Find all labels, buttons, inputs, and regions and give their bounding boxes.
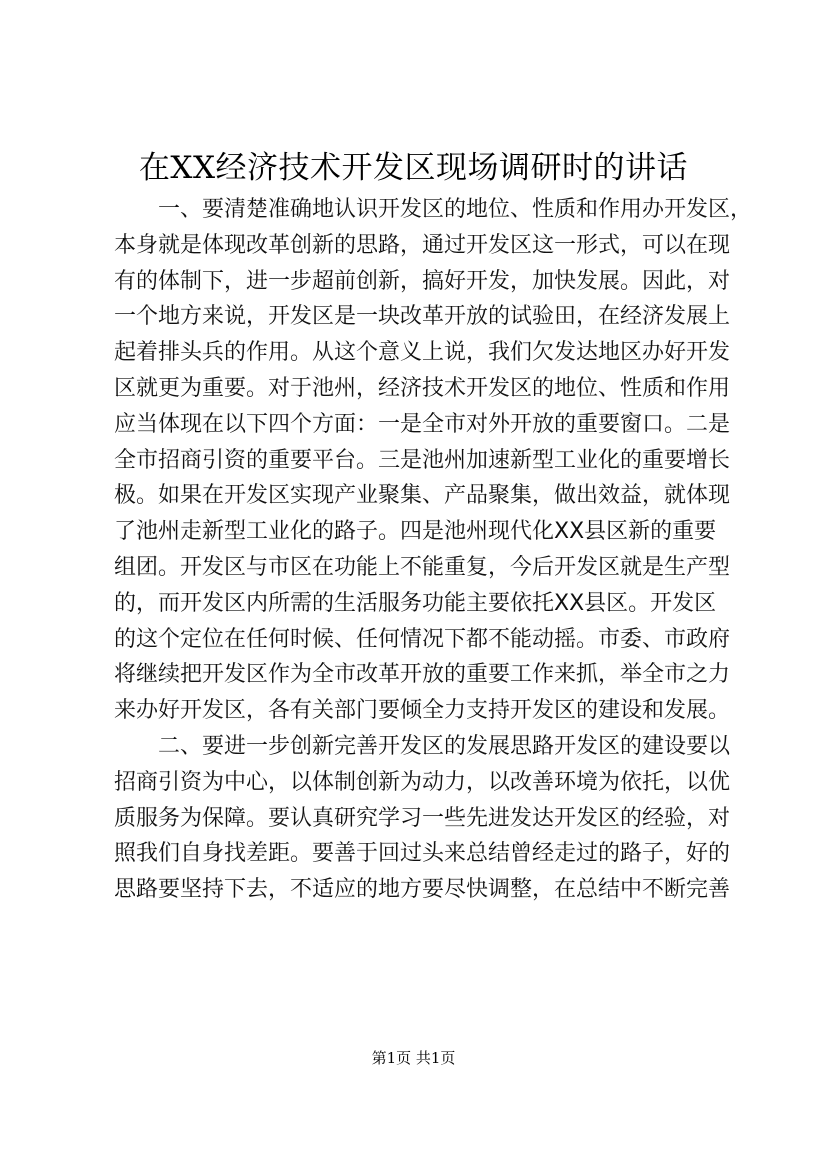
body-line: 区就更为重要。对于池州，经济技术开发区的地位、性质和作用	[114, 375, 731, 401]
body-line: 思路要坚持下去，不适应的地方要尽快调整，在总结中不断完善	[114, 877, 731, 903]
body-line: 起着排头兵的作用。从这个意义上说，我们欠发达地区办好开发	[114, 340, 731, 366]
body-line: 的这个定位在任何时候、任何情况下都不能动摇。市委、市政府	[114, 626, 731, 652]
document-title: 在XX经济技术开发区现场调研时的讲话	[138, 150, 689, 186]
body-line: 质服务为保障。要认真研究学习一些先进发达开发区的经验，对	[114, 805, 731, 831]
page-number-footer: 第1页 共1页	[371, 1049, 456, 1067]
body-line: 一个地方来说，开发区是一块改革开放的试验田，在经济发展上	[114, 304, 731, 330]
document-body	[114, 192, 753, 908]
body-line: 全市招商引资的重要平台。三是池州加速新型工业化的重要增长	[114, 447, 731, 473]
body-line: 有的体制下，进一步超前创新，搞好开发，加快发展。因此，对	[114, 268, 731, 294]
body-line: 来办好开发区，各有关部门要倾全力支持开发区的建设和发展。	[114, 698, 731, 724]
body-line: 了池州走新型工业化的路子。四是池州现代化XX县区新的重要	[114, 519, 717, 545]
body-line: 应当体现在以下四个方面：一是全市对外开放的重要窗口。二是	[114, 411, 731, 437]
body-line: 本身就是体现改革创新的思路，通过开发区这一形式，可以在现	[114, 232, 731, 258]
body-line: 二、要进一步创新完善开发区的发展思路开发区的建设要以	[114, 733, 731, 759]
body-line: 的，而开发区内所需的生活服务功能主要依托XX县区。开发区	[114, 590, 717, 616]
body-line: 极。如果在开发区实现产业聚集、产品聚集，做出效益，就体现	[114, 483, 731, 509]
body-line: 照我们自身找差距。要善于回过头来总结曾经走过的路子，好的	[114, 841, 731, 867]
body-line: 将继续把开发区作为全市改革开放的重要工作来抓，举全市之力	[114, 662, 731, 688]
body-line: 招商引资为中心，以体制创新为动力，以改善环境为依托，以优	[114, 769, 731, 795]
body-line: 组团。开发区与市区在功能上不能重复，今后开发区就是生产型	[114, 554, 731, 580]
body-line: 一、要清楚准确地认识开发区的地位、性质和作用办开发区，	[114, 197, 753, 222]
